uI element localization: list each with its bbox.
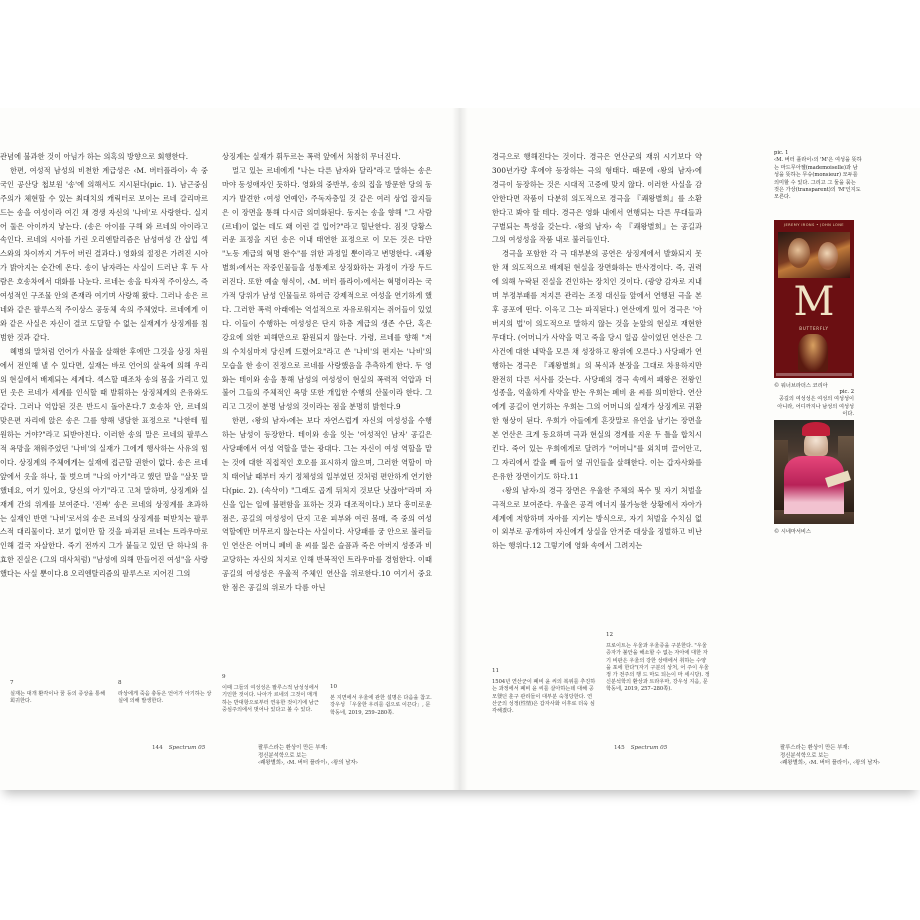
running-head-line: 정신분석학으로 보는 bbox=[780, 752, 829, 759]
pic1-caption bbox=[774, 150, 862, 202]
poster-face bbox=[788, 238, 810, 268]
paragraph: ‹왕의 남자›의 경극 장면은 우울한 주체의 복수 및 자기 처벌을 극적으로 보여준다. 우울은 공격 에너지 불가능한 상황에서 자아가 세계에 저항하며 자아를 지키는 방식으로, 자기 처벌을 수치심 없이 외부로 공개하여 자신에게 상실을 안겨준 대상을 징벌하고 비난하는 행위다.12 그렇기에 영화 속에서 그려지는 bbox=[492, 485, 702, 551]
paragraph: 혜병의 말처럼 언어가 사물을 살해한 후에만 그것을 상징 차원에서 전인해 낼 수 있다면, 실재는 바로 언어의 살육에 의해 우리의 현실에서 배제되는 세계다. 섹스할 때조차 송의 몸을 가리고 있던 옷은 르네가 세계를 인식할 때 발휘하는 상징체계의 은유와도 같다. 그러나 억압된 것은 반드시 돌아온다.7 호송차 안, 르네의 맞은편 자리에 앉은 송은 그를 향해 냉담한 표정으로 "나한테 뭘 원하는 거야?"라고 되받아친다. 이러한 송의 말은 르네의 팔루스적 욕망을 채워주었던 '나비'의 실재가 그에게 행사하는 사유의 힘이다. 상징계의 주체에게는 실재에 접근할 권한이 없다. 송은 르네 앞에서 옷을 하나, 둘 벗으며 "나의 아기"라고 했던 말을 "살못 말했네요, 여기 있어요, 당신의 아기"라고 고쳐 말하며, 상징계와 실재계 간의 위계를 보여준다. '진짜' 송은 르네의 상징계를 초과하는 실재인 반면 '나비'로서의 송은 르네의 상징계를 떠받치는 팔루스적 대리물이다. 보기 없이만 할 것을 파괴된 르네는 트라우마로 인해 결국 자살한다. 죽기 전까지 그가 붙들고 있던 단 하나의 유효한 진실은 (그의 대사처럼) "남성에 의해 만들어진 여성"을 사랑했다는 사실 뿐이다.8 오리엔탈리즘의 팔루스로 지어진 그의 bbox=[0, 346, 208, 579]
page-folio bbox=[614, 745, 667, 751]
movie-poster-image bbox=[774, 220, 854, 378]
running-head bbox=[780, 745, 910, 768]
actor-headdress bbox=[802, 422, 830, 436]
footnote-10 bbox=[330, 684, 434, 717]
magazine-name: Spectrum 05 bbox=[168, 745, 206, 751]
paragraph: 관념에 불과한 것이 아님가 하는 의혹의 방향으로 회행한다. bbox=[0, 152, 189, 161]
footnote-7 bbox=[10, 680, 106, 706]
poster-fine-print bbox=[776, 373, 852, 376]
left-page bbox=[0, 108, 460, 790]
left-column-2 bbox=[222, 150, 432, 595]
footnote-12 bbox=[606, 632, 710, 694]
right-column-1 bbox=[492, 150, 702, 553]
poster-subtitle: BUTTERFLY bbox=[799, 326, 829, 331]
page-number: 145 bbox=[614, 745, 625, 751]
paragraph: 경극으로 행해진다는 것이다. 경극은 연산군의 재위 시기보다 약 300년가량 후에야 등장하는 극의 형태다. 때문에 ‹왕의 남자›에 경극이 등장하는 것은 시대적 고증에 맞지 않다. 이러한 사실을 감안한다면 작품이 다분히 의도적으로 경극을 『쾌왕별희』를 소환한다고 봐야 할 테다. 경극은 영화 내에서 연행되는 다른 무대들과 구별되는 특성을 갖는다. ‹왕의 남자› 속 『쾌왕별희』는 공길과 그의 여성성을 작품 내로 불러들인다. bbox=[492, 152, 702, 245]
running-head-line: 정신분석학으로 보는 bbox=[258, 752, 307, 759]
footnote-text: 1504년 연산군이 폐비 윤 씨의 복위를 추진하는 과정에서 폐비 윤 씨를 살아하는데 대해 공모했던 훈구 관리들이 대부분 숙청당한다. 연산군의 성정(性情)은 갑자사화 이후로 더욱 심각해졌다. bbox=[492, 679, 596, 715]
running-head-line: 팔루스라는 환상이 만든 부재: bbox=[258, 745, 328, 751]
paragraph: 경극을 포함한 각 극 대부분의 공연은 상징계에서 발화되지 못한 채 의도적으로 배제된 현실을 장면화하는 반사경이다. 즉, 권력에 의해 누락된 진실을 견인하는 장치인 것이다. (광양 감자로 지내며 부정부패를 저지른 관리는 조정 대신들 앞에서 연행된 극을 본 후 공포에 떤다. 이윽고 그는 파직된다.) 연산에게 있어 경극은 '아버지의 법'이 의도적으로 말하지 않는 것을 눈앞의 현실로 재현한 무대다. (어머니가 사약을 먹고 죽을 당시 일곱 살이었던 연산은 그 사건에 대한 내막을 모른 채 성장하고 왕위에 오른다.) 사당패가 연행하는 경극은 『쾌왕별희』의 복식과 분장을 그대로 차용하지만 완전히 다른 서사를 갖는다. 사당패의 경극 속에서 패왕은 전왕인 성종을, 억울하게 사약을 받는 우희는 폐비 윤 씨를 의미한다. 연산에게 공길이 연기하는 우희는 그의 어머니의 실재가 상징계로 귀환한 형상이 된다. 우희가 아들에게 흔잣말로 유언을 남기는 장면을 본 연산은 크게 동요하며 극과 현실의 경계를 지운 두 틀을 합치시킨다. 죽어 있는 우희에게로 달려가 "어머니"를 외치며 끌어안고, 그 자리에서 칼을 빼 들어 옆 귀인들을 살해한다. 이는 갑자사화를 은유한 장면이기도 하다.11 bbox=[492, 249, 702, 481]
running-head bbox=[258, 745, 378, 768]
poster-face bbox=[818, 242, 838, 270]
footnote-number: 7 bbox=[10, 680, 14, 686]
right-page bbox=[460, 108, 920, 790]
footnote-11 bbox=[492, 668, 596, 715]
magazine-name: Spectrum 05 bbox=[630, 745, 668, 751]
caption-label: pic. 2 bbox=[839, 389, 854, 395]
pic2-credit: © 시네마서비스 bbox=[774, 529, 811, 535]
footnote-number: 9 bbox=[222, 674, 226, 680]
paragraph: 상징계는 실재가 휘두르는 폭력 앞에서 처참히 무너진다. bbox=[222, 152, 401, 161]
film-still-image bbox=[774, 420, 854, 524]
poster-title-letter: M bbox=[793, 279, 835, 325]
page-number: 144 bbox=[152, 745, 163, 751]
footnote-text: 실재는 대개 환각이나 꿈 등의 증상을 통해 회귀한다. bbox=[10, 691, 106, 705]
caption-text: 공길의 여성성은 여성의 여성성이 아니라, 어디까지나 남성의 여성성이다. bbox=[777, 396, 854, 418]
footnote-text: 프로이트는 우울과 우울증을 구분한다. "우울증자가 불안을 해소할 수 없는 자아에 대한 자기 비판은 우울의 강한 상태에서 취하는 수양을 포에 한다"(자기 구분의 상처, 어 주이 우울정 가 전주의 행 드 마도 되는이 마 세시당). 정신분석학의 환상과 트라우마, 강우성 지음, 문학동네, 2019, 257–280쪽). bbox=[606, 643, 710, 693]
pic2-caption-block bbox=[776, 389, 854, 419]
footnote-8 bbox=[118, 680, 214, 706]
footnote-number: 12 bbox=[606, 632, 614, 638]
magazine-spread bbox=[0, 108, 920, 790]
footnote-number: 10 bbox=[330, 684, 338, 690]
running-head-line: ‹쾌왕별희›, ‹M. 버터 플라이›, ‹왕의 남자› bbox=[258, 760, 358, 767]
footnote-text: 이때 그들의 여성성은 팔루스적 남성성에서 기인한 것이다. 나아가 르네의 그것이 매개하는 반대항으로부터 연유한 것이기에 남근중심주의에서 벗어나 있다고 볼 수 있다. bbox=[222, 685, 319, 713]
paragraph: 멀고 있는 르네에게 "나는 다른 남자와 달라"라고 말하는 송은 마야 동성애자인 듯하다. 영화의 중반부, 송의 집을 방문한 당의 동지가 발견한 ‹여성 연예인› 주독자층일 것 같은 여러 상업 잡지들은 이 장면을 통해 다시금 의미화된다. 동지는 송을 향해 "그 사람(르네)이 없는 데도 왜 이런 걸 입어?"라고 힐난한다. 짐짓 당황스러운 표정을 지던 송은 이내 태연한 표정으로 이 모든 것은 다만 "노동 계급의 혁명 완수"를 위한 과정일 뿐이라고 변명한다. ‹쾌왕별희›에서는 작중인물들을 성통제로 상징화하는 과정이 가장 두드러진다. 또한 예술 형식이, ‹M. 버터 플라이›에서는 혁명이라는 국가적 당위가 남성 인물들로 하여금 강제적으로 여성을 연기하게 했다. 그러한 폭력 아래에는 역설적으로 자유로워지는 쥐어들이 있었다. 이들이 수행하는 여성성은 단지 하층 계급의 생존 수단, 혹은 강요에 의한 피해만으로 환원되지 않는다. 가령, 르네를 향해 "저의 수치심마저 당신께 드렸어요"라고 쓴 '나비'의 편지는 '나비'의 모습을 한 송이 진정으로 르네를 사랑했음을 추측하게 한다. 두 영화는 테이와 송을 통해 남성의 여성성이 현실의 폭력적 억압과 더불어 그들의 주체적인 욕망 또한 개입한 수행의 산물이라 한다. 그리고 그것이 분명 남성의 것이라는 점을 분명히 밝힌다.9 bbox=[222, 165, 432, 412]
poster-credits: JEREMY IRONS • JOHN LONE bbox=[784, 223, 844, 227]
footnote-text: 본 지면에서 우울에 관한 설명은 다음을 참고. 강우성 「우울한 우리를 쉽으로 이끈다」, 문학동네, 2019, 259–280쪽. bbox=[330, 695, 432, 716]
footnote-number: 8 bbox=[118, 680, 122, 686]
footnote-9 bbox=[222, 674, 320, 714]
footnote-text: 라상에게 죽음 충동은 언어가 아기하는 상실에 의해 발생한다. bbox=[118, 691, 212, 705]
pic1-credit: © 워너브라더스 코리아 bbox=[774, 383, 828, 389]
poster-figure bbox=[798, 334, 828, 372]
caption-label: pic. 1 bbox=[774, 150, 789, 156]
paragraph: 한편, 여성적 남성의 비천한 계급성은 ‹M. 버터플라이› 속 중국인 공산당 첩보원 '송'에 의해서도 지시된다(pic. 1). 남근중심주의가 체현할 수 있는 최대치의 캐릭터로 보이는 르네 갈리마르드는 송을 여성이라 여긴 채 경생 자신의 '나비'로 사랑한다. 실지어 둘은 아이까지 낳는다. (송은 아이를 구해 와 르네의 아이라고 속인다. 르네의 시아를 가린 오리엔탈리즘은 남성여성 간 삽입 섹스와의 차이까지 거두어 버린 결과다.) 영화의 절정은 가려진 시아가 밝아지는 순간에 온다. 송이 남자라는 사실이 드러난 후 두 사람은 호송차에서 대화를 나눈다. 르네는 송을 타자적 주이상스, 즉 여성적인 구조물 안의 존재라 여기며 사랑해 왔다. 그러나 송은 르네와 같은 팔루스적 주이상스 공동체 속의 주체였다. 르네에게 이와 같은 사실은 자신이 결코 도달할 수 없는 실재계가 상징계를 침범한 것과 같다. bbox=[0, 165, 208, 342]
caption-text: ‹M. 버터 플라이›의 'M'은 여성을 뜻하는 마드무아젤(mademoiselle)과 남성을 뜻하는 무슈(monsieur) 모두를 의미할 수 있다. 그리고 그 둘을 묶는 것은 가상(transparent)의 'M'인지도 모른다. bbox=[774, 157, 862, 201]
footnote-number: 11 bbox=[492, 668, 500, 674]
running-head-line: 팔루스라는 환상이 만든 부재: bbox=[780, 745, 850, 751]
left-column-1 bbox=[0, 150, 208, 581]
paragraph: 한편, ‹왕의 남자›에는 보다 자연스럽게 자신의 여성성을 수행하는 남성이 등장한다. 테이와 송을 잇는 '여성적인 남자' 공길은 사당패에서 여성 역할을 맡는 광대다. 그는 자신이 여성 역할을 맡는 것에 대한 직접적인 호오를 표시하지 않으며, 그러한 역할이 마치 태어날 때부터 자기 정체성의 일부였던 것처럼 편안하게 연기한다(pic. 2). (속삭이) "그래도 곱게 뒤처지 것보단 낫잖아"라며 자신을 입는 일에 불편함을 표하는 것과 대조적이다.) 보다 흥미로운 점은, 공길의 여성성이 단지 고운 피부와 여린 몸매, 즉 중의 여성 역할에만 머무르지 않는다는 사실이다. 사당패를 궁 안으로 불러들인 연산은 어머니 폐비 윤 씨를 잃은 슬픔과 죽은 아버지 성종과 비교당하는 자신의 처지로 인해 반복적인 트라우마를 경험한다. 이때 공길의 여성성은 우울적 주체인 연산을 위로한다.10 여기서 중요한 점은 공길의 위로가 다름 아닌 bbox=[222, 416, 432, 593]
page-folio bbox=[152, 745, 205, 751]
running-head-line: ‹쾌왕별희›, ‹M. 버터 플라이›, ‹왕의 남자› bbox=[780, 760, 880, 767]
